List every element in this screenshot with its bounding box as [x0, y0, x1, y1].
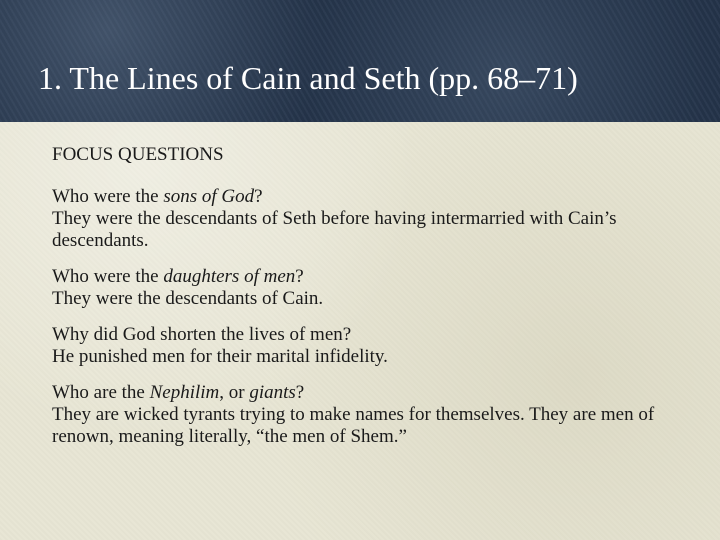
question-2: [52, 266, 672, 288]
question-1-emphasis: sons of God: [163, 186, 255, 207]
question-2-emphasis: daughters of men: [163, 266, 296, 287]
question-4-mid: , or: [219, 382, 250, 403]
question-3: Why did God shorten the lives of men?: [52, 324, 352, 345]
slide-content: [52, 144, 672, 462]
qa-block-3: [52, 324, 672, 368]
answer-4: They are wicked tyrants trying to make names for themselves. They are men of renown, meaning literally, “the men of Shem.”: [52, 404, 655, 447]
question-4-text: Who are the: [52, 382, 150, 403]
question-1-end: ?: [254, 186, 263, 207]
question-2-text: Who were the: [52, 266, 164, 287]
qa-block-1: [52, 186, 672, 252]
answer-3: He punished men for their marital infidelity.: [52, 346, 388, 367]
slide-title: 1. The Lines of Cain and Seth (pp. 68–71): [38, 60, 578, 96]
question-1: [52, 186, 672, 208]
qa-block-2: [52, 266, 672, 310]
qa-block-4: [52, 382, 672, 448]
question-4-emphasis: Nephilim: [149, 382, 220, 403]
question-4-emphasis-2: giants: [249, 382, 296, 403]
question-4: [52, 382, 672, 404]
section-heading: FOCUS QUESTIONS: [52, 144, 224, 165]
question-4-end: ?: [295, 382, 305, 403]
answer-1: They were the descendants of Seth before having intermarried with Cain’s descendants.: [52, 208, 617, 251]
question-2-end: ?: [295, 266, 304, 287]
question-1-text: Who were the: [52, 186, 164, 207]
title-bar: [0, 0, 720, 122]
answer-2: They were the descendants of Cain.: [52, 288, 324, 309]
